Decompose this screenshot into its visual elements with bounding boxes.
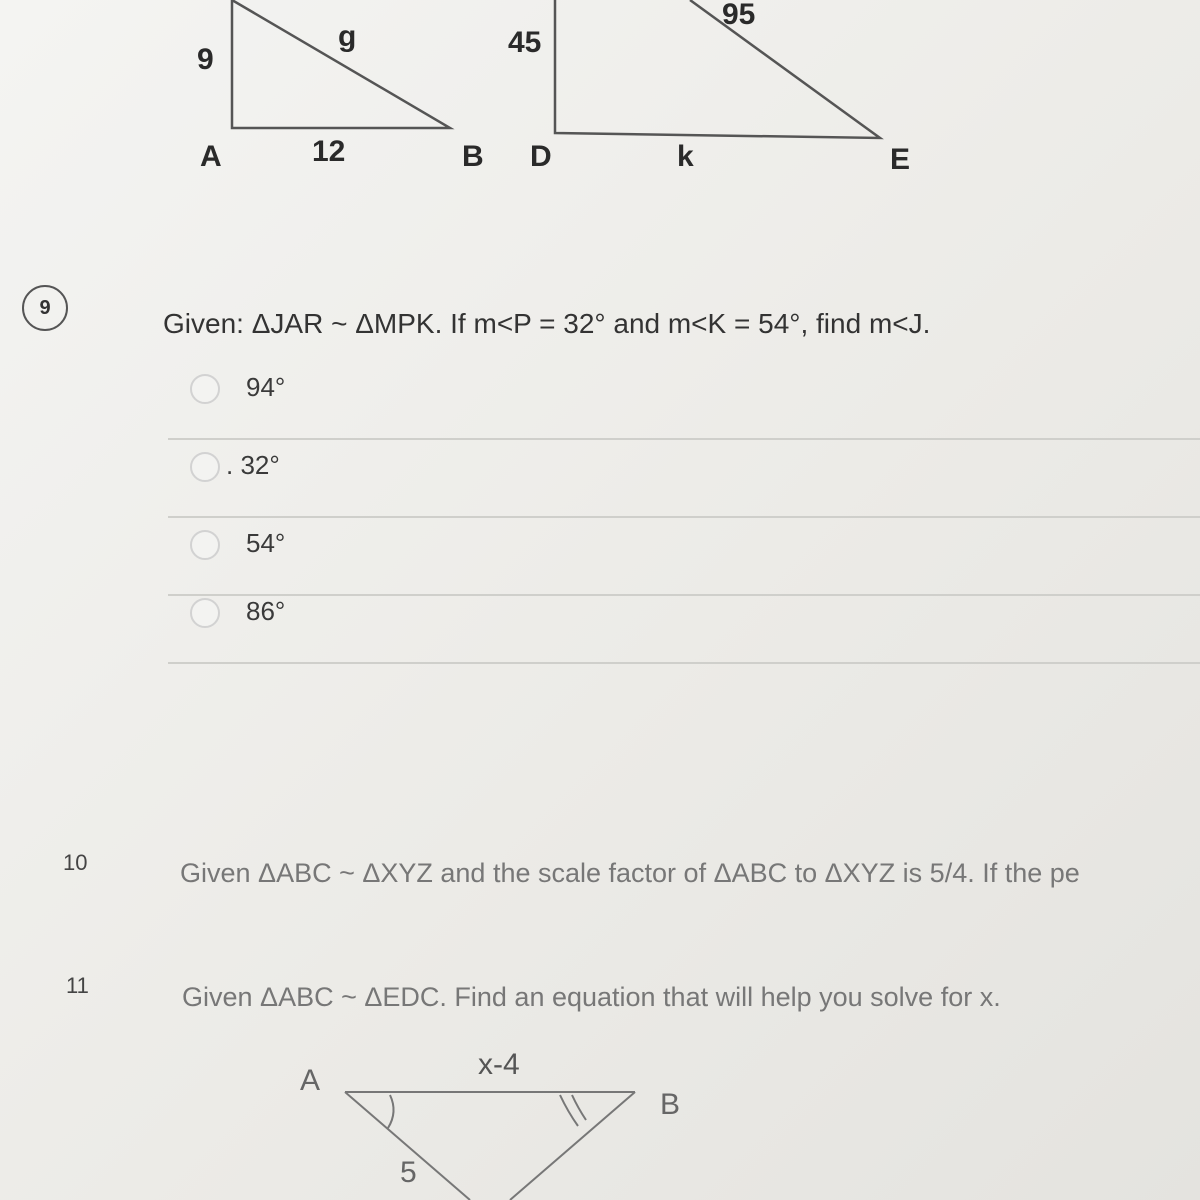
answer-option-1[interactable] xyxy=(168,366,1200,440)
answer-option-4[interactable] xyxy=(168,590,1200,664)
radio-button[interactable] xyxy=(190,374,220,404)
radio-button[interactable] xyxy=(190,452,220,482)
angle-mark-b-inner xyxy=(572,1095,586,1120)
triangle-de-outline xyxy=(555,0,880,138)
answer-option-2[interactable] xyxy=(168,444,1200,518)
label-vertex-b-q11: B xyxy=(660,1088,681,1121)
question-11-text: Given ΔABC ~ ΔEDC. Find an equation that will help you solve for x. xyxy=(182,982,1001,1012)
question-9-text: Given: ΔJAR ~ ΔMPK. If m<P = 32° and m<K = 54°, find m<J. xyxy=(163,308,931,339)
radio-button[interactable] xyxy=(190,530,220,560)
question-11-triangle-figure xyxy=(0,1050,1200,1200)
label-side-x-minus-4: x-4 xyxy=(478,1048,520,1081)
option-divider xyxy=(168,516,1200,518)
label-vertex-b: B xyxy=(462,140,484,173)
segment-right xyxy=(510,1092,635,1200)
answer-option-3[interactable] xyxy=(168,522,1200,596)
option-divider xyxy=(168,438,1200,440)
option-label: 54° xyxy=(246,528,286,558)
question-9-number: 9 xyxy=(22,285,68,331)
option-label: . 32° xyxy=(226,450,280,480)
question-10-number: 10 xyxy=(63,850,88,875)
angle-mark-a xyxy=(388,1095,394,1128)
label-side-12: 12 xyxy=(312,135,346,168)
label-vertex-d: D xyxy=(530,140,552,173)
label-side-g: g xyxy=(338,20,357,53)
option-label: 86° xyxy=(246,596,286,626)
label-vertex-e: E xyxy=(890,143,911,176)
radio-button[interactable] xyxy=(190,598,220,628)
label-vertex-a-q11: A xyxy=(300,1064,321,1097)
label-vertex-a: A xyxy=(200,140,222,173)
label-side-k: k xyxy=(677,140,694,173)
label-side-9: 9 xyxy=(197,43,214,76)
label-side-95: 95 xyxy=(722,0,756,31)
option-label: 94° xyxy=(246,372,286,402)
question-10-text: Given ΔABC ~ ΔXYZ and the scale factor of ΔABC to ΔXYZ is 5/4. If the pe xyxy=(180,858,1080,888)
option-divider xyxy=(168,662,1200,664)
label-side-45: 45 xyxy=(508,26,542,59)
similar-triangles-figure xyxy=(0,0,1200,200)
question-11-number: 11 xyxy=(66,973,89,998)
label-side-5: 5 xyxy=(400,1156,417,1189)
